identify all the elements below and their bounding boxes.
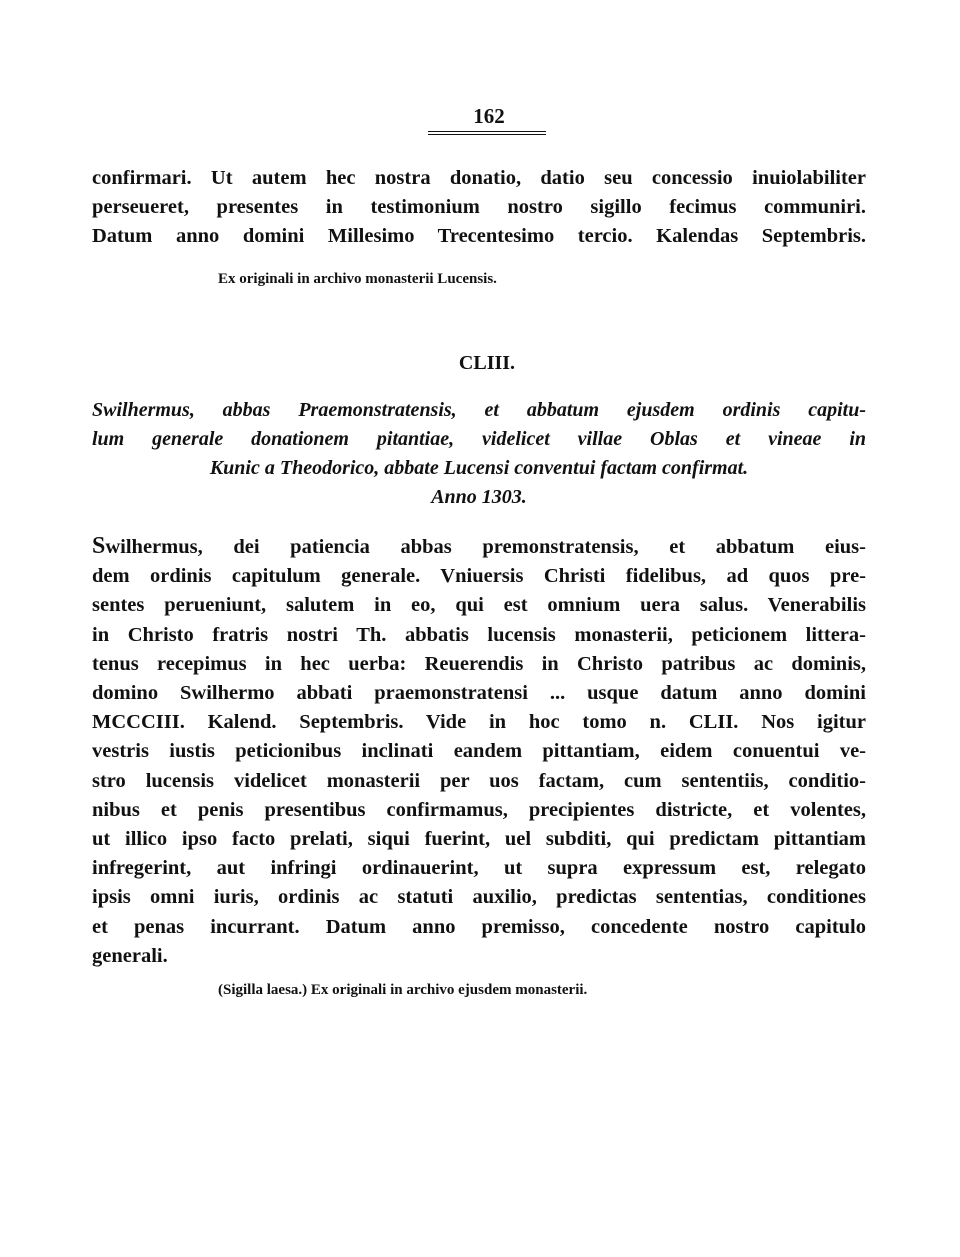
summary-line: Swilhermus, abbas Praemonstratensis, et abbatum ejusdem ordinis capitu- — [92, 399, 866, 421]
text-line: tenus recepimus in hec uerba: Reuerendis in Christo patribus ac dominis, — [92, 652, 866, 675]
document-number: CLIII. — [458, 352, 516, 374]
document-summary — [92, 396, 866, 512]
continuation-source-note: Ex originali in archivo monasterii Lucensis. — [218, 271, 497, 287]
text-line: wilhermus, dei patiencia abbas premonstratensis, et abbatum eius- — [105, 536, 866, 558]
continuation-line: confirmari. Ut autem hec nostra donatio, datio seu concessio inuiolabiliter — [92, 167, 866, 189]
text-line-first — [92, 532, 866, 562]
continuation-line: Datum anno domini Millesimo Trecentesimo tercio. Kalendas Septembris. — [92, 225, 866, 247]
text-line: stro lucensis videlicet monasterii per uos factam, cum sententiis, conditio- — [92, 769, 866, 792]
continuation-line: perseueret, presentes in testimonium nostro sigillo fecimus communiri. — [92, 196, 866, 218]
text-line: in Christo fratris nostri Th. abbatis lucensis monasterii, peticionem littera- — [92, 623, 866, 646]
summary-line: Kunic a Theodorico, abbate Lucensi conventui factam confirmat. — [209, 457, 749, 479]
drop-capital: S — [92, 533, 106, 559]
text-line: sentes perueniunt, salutem in eo, qui est omnium uera salus. Venerabilis — [92, 594, 866, 617]
summary-date: Anno 1303. — [431, 486, 527, 508]
document-source-note: (Sigilla laesa.) Ex originali in archivo ejusdem monasterii. — [218, 982, 588, 998]
document-text — [92, 532, 866, 971]
summary-line: lum generale donationem pitantiae, videlicet villae Oblas et vineae in — [92, 428, 866, 450]
text-line: nibus et penis presentibus confirmamus, precipientes districte, et volentes, — [92, 798, 866, 821]
text-line: ut illico ipso facto prelati, siqui fuerint, uel subditi, qui predictam pittantiam — [92, 828, 866, 851]
text-line: infregerint, aut infringi ordinauerint, ut supra expressum est, relegato — [92, 857, 866, 880]
text-line: vestris iustis peticionibus inclinati eandem pittantiam, eidem conuentui ve- — [92, 740, 866, 763]
header-rule — [428, 131, 546, 135]
text-line: ipsis omni iuris, ordinis ac statuti auxilio, predictas sententias, conditiones — [92, 886, 866, 909]
text-line: generali. — [92, 944, 168, 967]
page-number: 162 — [473, 104, 505, 128]
text-line: domino Swilhermo abbati praemonstratensi ... usque datum anno domini — [92, 682, 866, 705]
text-line: dem ordinis capitulum generale. Vniuersis Christi fidelibus, ad quos pre- — [92, 565, 866, 588]
text-line: et penas incurrant. Datum anno premisso, concedente nostro capitulo — [92, 915, 866, 938]
continuation-paragraph — [92, 164, 866, 251]
text-line: MCCCIII. Kalend. Septembris. Vide in hoc tomo n. CLII. Nos igitur — [92, 711, 866, 734]
